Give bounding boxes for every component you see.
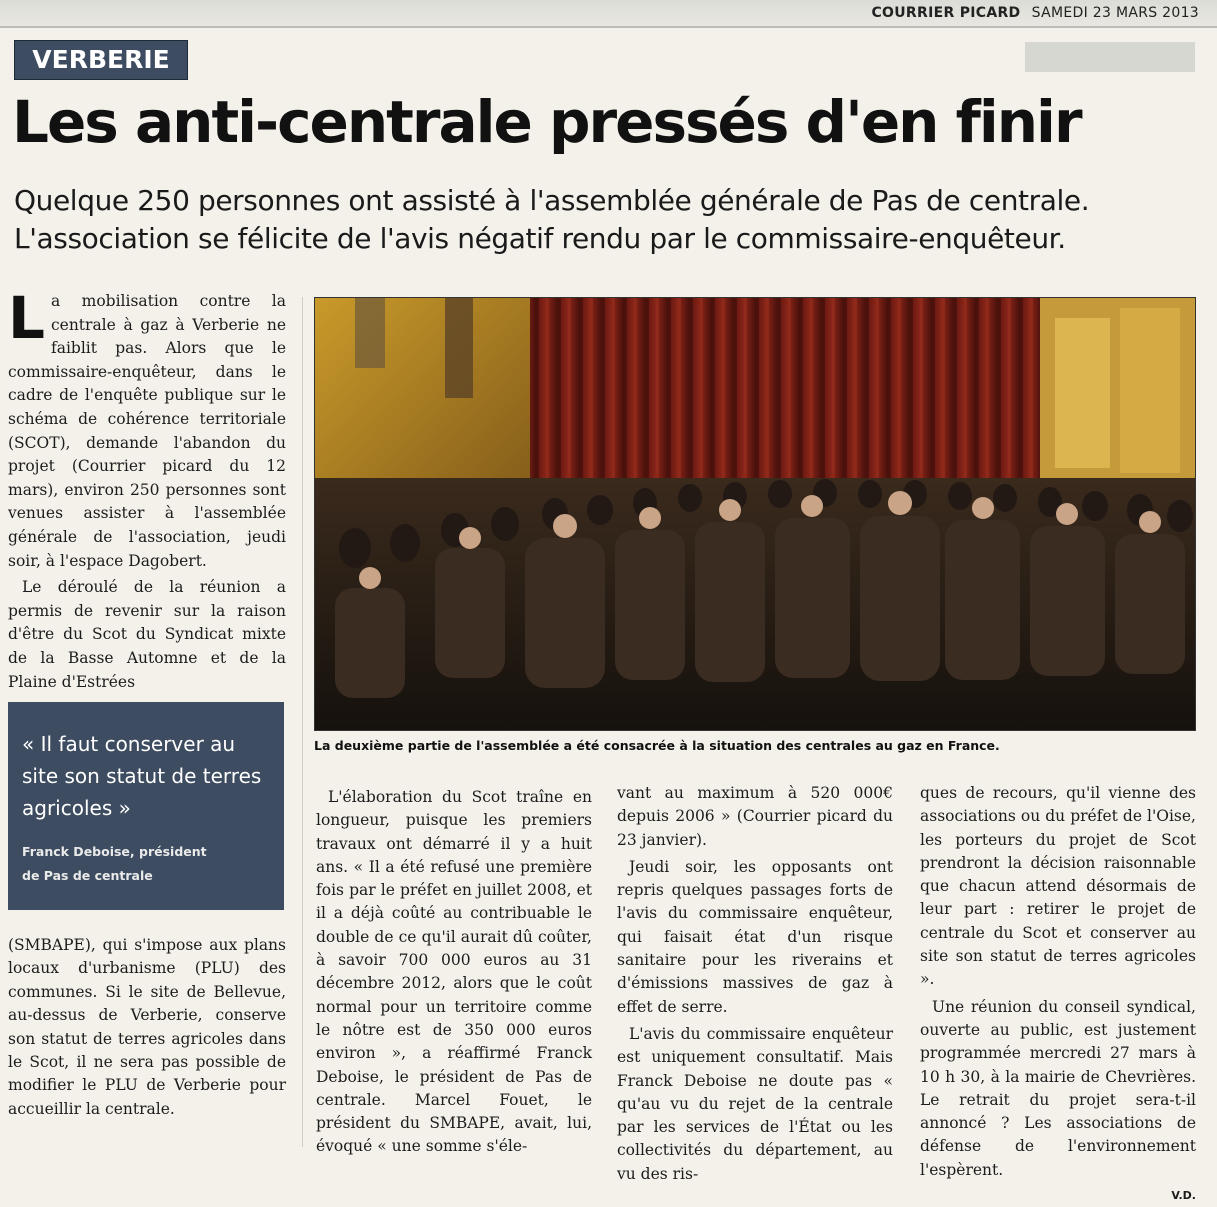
drop-cap: L (8, 284, 45, 352)
paragraph: Le déroulé de la réunion a permis de revenir sur la raison d'être du Scot du Syndicat mixte de la Basse Automne et de la Plaine d'Estrées (8, 578, 286, 691)
photo-caption: La deuxième partie de l'assemblée a été consacrée à la situation des centrales au gaz en France. (314, 738, 1000, 753)
pull-quote-author (22, 840, 274, 888)
lead-paragraph (8, 284, 286, 573)
paragraph: Jeudi soir, les opposants ont repris quelques passages forts de l'avis du commissaire enquêteur, qui faisait état d'un risque sanitaire pour les riverains et d'émissions massives de gaz à effet de serre. (617, 857, 893, 1016)
article-column-3 (617, 782, 893, 1186)
section-rubric: VERBERIE (14, 40, 188, 80)
standfirst-line-2: L'association se félicite de l'avis négatif rendu par le commissaire-enquêteur. (14, 222, 1066, 255)
article-column-2 (316, 782, 592, 1159)
standfirst (14, 182, 1209, 258)
issue-date: SAMEDI 23 MARS 2013 (1031, 5, 1199, 21)
article-photo-assembly (314, 297, 1196, 731)
stage-curtain (530, 298, 1060, 498)
lead-paragraph-text: a mobilisation contre la centrale à gaz à Verberie ne faiblit pas. Alors que le commissaire-enquêteur, dans le cadre de l'enquête publique sur le schéma de cohérence territoriale (SCOT), demande l'abandon du projet (Courrier picard du 12 mars), environ 250 personnes sont venues assister à l'assemblée générale de l'association, jeudi soir, à l'espace Dagobert. (8, 292, 286, 570)
pull-quote-text: « Il faut conserver au site son statut de terres agricoles » (22, 732, 262, 820)
author-signature: V.D. (1171, 1189, 1196, 1203)
masthead (871, 5, 1199, 21)
adjacent-page-bleed (1025, 42, 1195, 72)
page-header-bar (0, 0, 1217, 28)
pull-quote-author-line-2: de Pas de centrale (22, 868, 153, 883)
article-column-4 (920, 782, 1196, 1207)
article-column-1-continued (8, 934, 286, 1121)
column-divider (302, 297, 303, 1147)
paragraph: L'avis du commissaire enquêteur est uniquement consultatif. Mais Franck Deboise ne doute pas « qu'au vu du rejet de la centrale par les services de l'État ou les collectivités du département, au vu des ris- (617, 1024, 893, 1183)
standfirst-line-1: Quelque 250 personnes ont assisté à l'assemblée générale de Pas de centrale. (14, 184, 1090, 217)
paragraph: Une réunion du conseil syndical, ouverte au public, est justement programmée mercredi 27 mars à 10 h 30, à la mairie de Chevrières. Le retrait du projet sera-t-il annoncé ? Les associations de défense de l'environnement l'espèrent. (920, 997, 1196, 1179)
paragraph: L'élaboration du Scot traîne en longueur, puisque les premiers travaux ont démarré il y a huit ans. « Il a été refusé une première fois par le préfet en juillet 2008, et il a déjà coûté au contribuable le double de ce qu'il aurait dû coûter, à savoir 700 000 euros au 31 décembre 2012, alors que le coût normal pour un territoire comme le nôtre est de 350 000 euros environ », a réaffirmé Franck Deboise, le président de Pas de centrale. Marcel Fouet, le président du SMBAPE, avait, lui, évoqué « une somme s'éle- (316, 788, 592, 1156)
headline: Les anti-centrale pressés d'en finir (12, 88, 1081, 156)
pull-quote-author-line-1: Franck Deboise, président (22, 844, 207, 859)
newspaper-name: COURRIER PICARD (871, 5, 1021, 21)
pull-quote-box (8, 702, 284, 910)
paragraph: vant au maximum à 520 000€ depuis 2006 » (Courrier picard du 23 janvier). (617, 784, 893, 849)
paragraph: ques de recours, qu'il vienne des associations ou du préfet de l'Oise, les porteurs du projet de Scot prendront la décision raisonnable que chacun attend désormais de leur part : retirer le projet de centrale du Scot et conserver au site son statut de terres agricoles ». (920, 784, 1196, 989)
photo-illustration (315, 298, 1195, 730)
paragraph: (SMBAPE), qui s'impose aux plans locaux d'urbanisme (PLU) des communes. Si le site de Bellevue, au-dessus de Verberie, conserve son statut de terres agricoles dans le Scot, il ne sera pas possible de modifier le PLU de Verberie pour accueillir la centrale. (8, 936, 286, 1118)
article-column-1 (8, 284, 286, 694)
